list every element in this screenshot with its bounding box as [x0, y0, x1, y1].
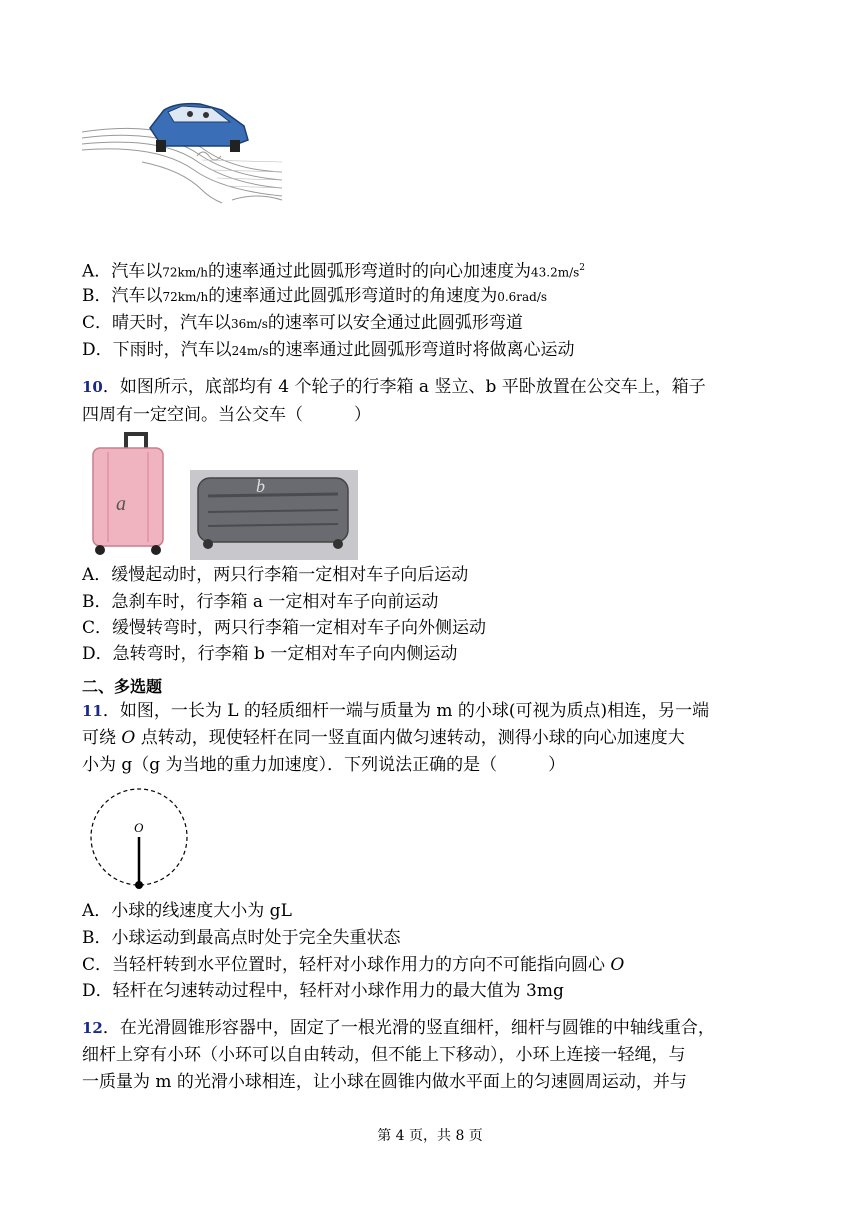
page-footer: 第 4 页，共 8 页: [377, 1128, 483, 1144]
q10-stem-line1: 10．如图所示，底部均有 4 个轮子的行李箱 a 竖立、b 平卧放置在公交车上，箱子: [82, 377, 706, 397]
q9-option-d: D．下雨时，汽车以24m/s的速率通过此圆弧形弯道时将做离心运动: [82, 340, 575, 360]
q11-option-c: C．当轻杆转到水平位置时，轻杆对小球作用力的方向不可能指向圆心 O: [82, 955, 625, 975]
q10-stem-line2: 四周有一定空间。当公交车（ ）: [82, 405, 371, 425]
q9-option-c: C．晴天时，汽车以36m/s的速率可以安全通过此圆弧形弯道: [82, 313, 523, 333]
suitcases-figure: [88, 432, 358, 560]
q12-stem-line1: 12．在光滑圆锥形容器中，固定了一根光滑的竖直细杆，细杆与圆锥的中轴线重合，: [82, 1018, 715, 1038]
q9-option-a: A．汽车以72km/h的速率通过此圆弧形弯道时的向心加速度为$43.2m/s^2$: [82, 261, 586, 282]
suitcase-b-label: b: [256, 476, 265, 496]
rotating-rod-figure: [86, 784, 192, 892]
q10-option-c: C．缓慢转弯时，两只行李箱一定相对车子向外侧运动: [82, 618, 487, 638]
q11-option-a: A．小球的线速度大小为 gL: [82, 901, 292, 921]
q12-stem-line3: 一质量为 m 的光滑小球相连，让小球在圆锥内做水平面上的匀速圆周运动，并与: [82, 1072, 687, 1092]
q11-option-d: D．轻杆在匀速转动过程中，轻杆对小球作用力的最大值为 3mg: [82, 981, 564, 1001]
q10-option-b: B．急刹车时，行李箱 a 一定相对车子向前运动: [82, 592, 439, 612]
q11-stem-line2: 可绕 O 点转动，现使轻杆在同一竖直面内做匀速转动，测得小球的向心加速度大: [82, 728, 685, 748]
q10-option-a: A．缓慢起动时，两只行李箱一定相对车子向后运动: [82, 565, 469, 585]
q9-option-b: B．汽车以72km/h的速率通过此圆弧形弯道时的角速度为0.6rad/s: [82, 286, 548, 306]
q11-option-b: B．小球运动到最高点时处于完全失重状态: [82, 928, 401, 948]
car-on-curve-figure: [82, 100, 287, 205]
q12-stem-line2: 细杆上穿有小环（小环可以自由转动，但不能上下移动），小环上连接一轻绳，与: [82, 1045, 686, 1065]
q11-stem-line3: 小为 g（g 为当地的重力加速度）．下列说法正确的是（ ）: [82, 755, 566, 775]
section-heading: 二、多选题: [82, 677, 163, 696]
q10-option-d: D．急转弯时，行李箱 b 一定相对车子向内侧运动: [82, 644, 458, 664]
suitcase-a-label: a: [116, 493, 126, 515]
q11-stem-line1: 11．如图，一长为 L 的轻质细杆一端与质量为 m 的小球(可视为质点)相连，另一端: [82, 701, 710, 721]
center-o-label: O: [134, 820, 144, 835]
